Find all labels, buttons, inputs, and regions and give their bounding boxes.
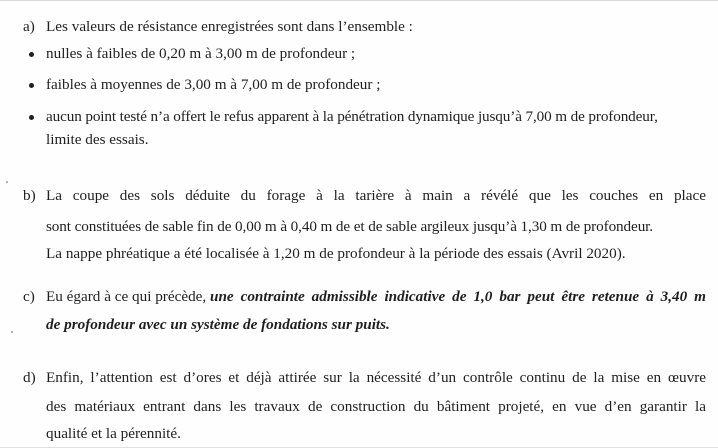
section-b-line-3: La nappe phréatique a été localisée à 1,20 m de profondeur à la période des essais (Avril 2020).: [46, 245, 626, 262]
section-c-emphasis-1: une contrainte admissible indicative de 1,0 bar peut être retenue à 3,40 m: [210, 288, 706, 305]
section-a-bullet-3: aucun point testé n’a offert le refus apparent à la pénétration dynamique jusqu’à 7,00 m de profondeur,: [46, 108, 658, 125]
section-a-bullet-1: nulles à faibles de 0,20 m à 3,00 m de profondeur ;: [46, 45, 356, 62]
section-a-bullet-2: faibles à moyennes de 3,00 m à 7,00 m de profondeur ;: [46, 76, 381, 93]
bullet-dot: [29, 52, 34, 57]
section-a-marker: a): [23, 18, 35, 35]
scan-speck: [11, 331, 13, 333]
section-a-bullet-3-continuation: limite des essais.: [46, 131, 149, 148]
section-c-marker: c): [23, 288, 35, 305]
section-d-marker: d): [23, 369, 36, 386]
section-b-line-2: sont constituées de sable fin de 0,00 m à 0,40 m de et de sable argileux jusqu’à 1,30 m de profondeur.: [46, 218, 653, 235]
section-a-intro: Les valeurs de résistance enregistrées sont dans l’ensemble :: [46, 18, 413, 35]
section-d-line-3: qualité et la pérennité.: [46, 425, 181, 442]
section-d-line-2: des matériaux entrant dans les travaux de construction du bâtiment projeté, en vue d’en garantir la: [46, 398, 706, 415]
scan-speck: [6, 181, 8, 183]
section-d-line-1: Enfin, l’attention est d’ores et déjà attirée sur la nécessité d’un contrôle continu de la mise en œuvre: [46, 369, 706, 386]
section-b-line-1: La coupe des sols déduite du forage à la tarière à main a révélé que les couches en place: [46, 187, 706, 204]
bullet-dot: [29, 83, 34, 88]
section-c-lead: Eu égard à ce qui précède,: [46, 288, 211, 305]
top-border: [0, 0, 718, 1]
bullet-dot: [29, 115, 34, 120]
section-c-emphasis-2: de profondeur avec un système de fondations sur puits.: [46, 316, 390, 333]
section-c-line-1: [46, 288, 706, 306]
section-b-marker: b): [23, 187, 36, 204]
